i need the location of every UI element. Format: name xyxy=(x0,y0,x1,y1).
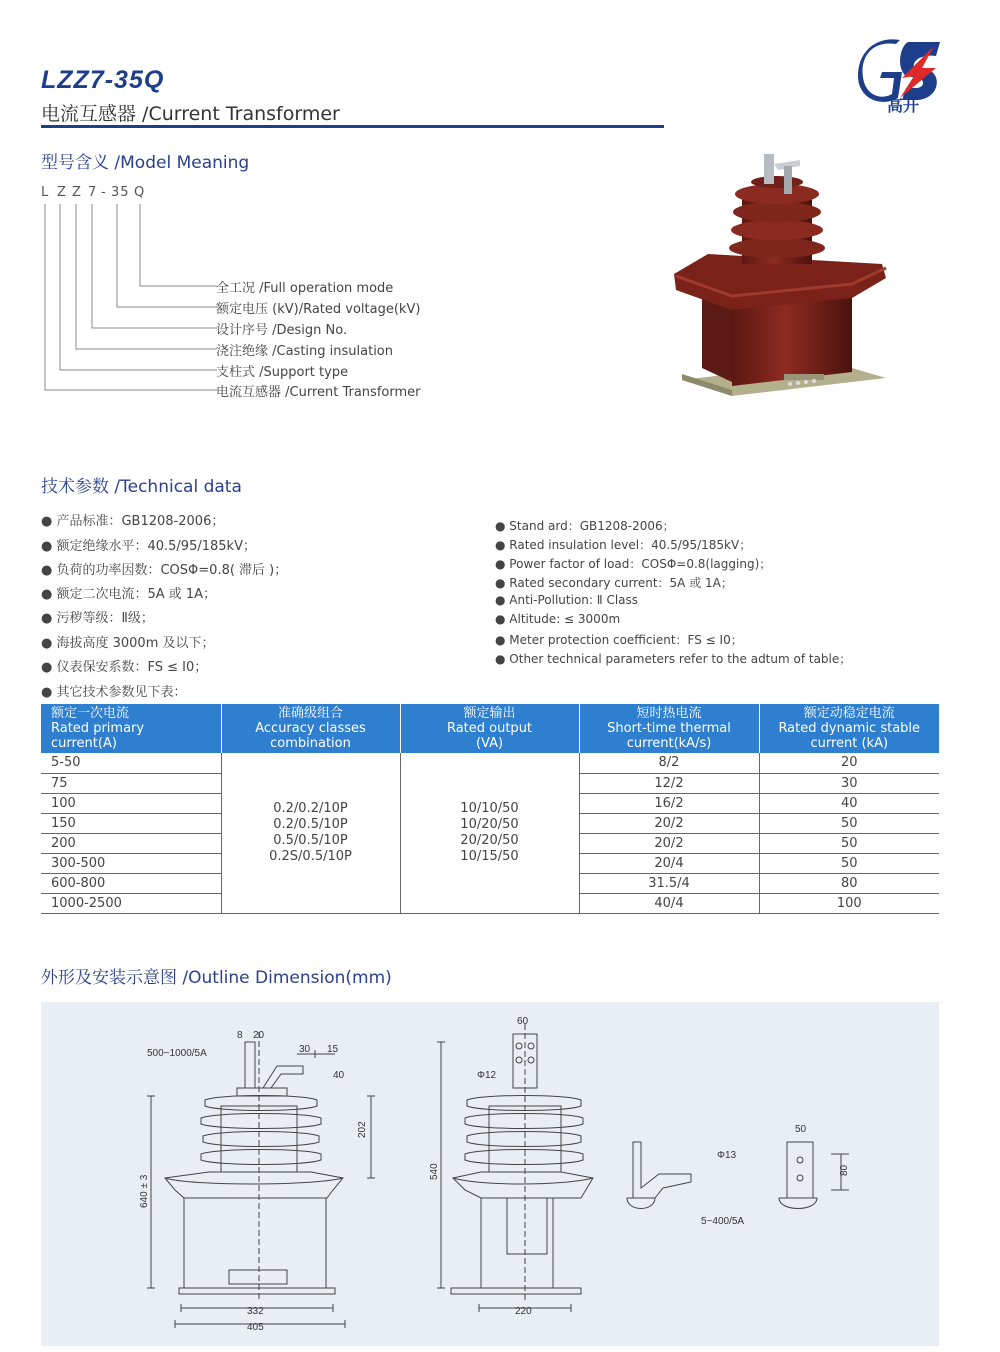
primary-current-cell: 1000-2500 xyxy=(41,893,221,913)
title-underline xyxy=(41,125,664,128)
rating-label-b: 5~400/5A xyxy=(701,1216,745,1227)
spec-text: Stand ard：GB1208-2006； xyxy=(509,519,675,533)
code-char: Q xyxy=(134,185,146,200)
column-header xyxy=(221,704,400,753)
thermal-current-cell: 8/2 xyxy=(579,753,759,773)
header-cn: 额定一次电流 xyxy=(51,706,130,721)
header-en: Rated primary xyxy=(51,721,145,736)
spec-item-cn: ● 海拔高度 3000m 及以下； xyxy=(41,636,215,651)
header-en: current(A) xyxy=(51,736,117,751)
outline-drawing-panel xyxy=(41,1002,939,1346)
spec-item-en: ● Power factor of load：COSΦ=0.8(lagging)； xyxy=(495,557,772,571)
spec-text: 负荷的功率因数：COSΦ=0.8( 滞后 )； xyxy=(56,563,288,578)
spec-text: Meter protection coefficient：FS ≤ I0； xyxy=(509,633,743,647)
spec-item-cn: ● 污秽等级：Ⅱ级； xyxy=(41,611,154,626)
spec-text: 额定绝缘水平：40.5/95/185kV； xyxy=(56,539,256,554)
spec-item-cn: ● 额定二次电流：5A 或 1A； xyxy=(41,587,217,602)
spec-item-en: ● Meter protection coefficient：FS ≤ I0； xyxy=(495,633,743,647)
dim-label: 220 xyxy=(515,1306,532,1317)
spec-item-cn: ● 产品标准：GB1208-2006； xyxy=(41,514,225,529)
dim-label: 540 xyxy=(429,1163,440,1180)
output-value: 10/15/50 xyxy=(460,848,519,864)
spec-text: 产品标准：GB1208-2006； xyxy=(56,514,225,529)
dynamic-current-cell: 80 xyxy=(759,873,939,893)
dim-label: 332 xyxy=(247,1306,264,1317)
dim-label: 30 xyxy=(299,1044,311,1055)
primary-current-cell: 300-500 xyxy=(41,853,221,873)
rated-output-cell xyxy=(400,753,579,913)
primary-current-cell: 600-800 xyxy=(41,873,221,893)
dim-label: 60 xyxy=(517,1016,529,1027)
header-en: current (kA) xyxy=(810,736,889,751)
primary-current-cell: 200 xyxy=(41,833,221,853)
accuracy-value: 0.5/0.5/10P xyxy=(273,832,348,848)
spec-text: Other technical parameters refer to the adtum of table； xyxy=(509,652,852,666)
model-meaning-leader-lines xyxy=(41,200,221,400)
output-value: 20/20/50 xyxy=(460,832,519,848)
thermal-current-cell: 31.5/4 xyxy=(579,873,759,893)
column-header xyxy=(41,704,221,753)
dim-label: 8 xyxy=(237,1030,243,1041)
dim-label: 20 xyxy=(253,1030,265,1041)
accuracy-classes-cell xyxy=(221,753,400,913)
product-photo xyxy=(672,150,890,396)
model-meaning-item: 支柱式 /Support type xyxy=(216,365,349,380)
spec-text: Anti-Pollution: Ⅱ Class xyxy=(509,593,639,607)
header-en: current(kA/s) xyxy=(626,736,712,751)
header-en: Short-time thermal xyxy=(607,721,731,736)
spec-item-cn: ● 其它技术参数见下表： xyxy=(41,685,187,700)
spec-text: 仪表保安系数：FS ≤ I0； xyxy=(56,660,208,675)
thermal-current-cell: 16/2 xyxy=(579,793,759,813)
table-header-row xyxy=(41,704,939,753)
dim-label: Φ13 xyxy=(717,1150,737,1161)
dynamic-current-cell: 40 xyxy=(759,793,939,813)
accuracy-value: 0.2S/0.5/10P xyxy=(269,848,352,864)
dimension-labels xyxy=(139,1016,850,1333)
model-meaning-item: 设计序号 /Design No. xyxy=(216,323,348,338)
technical-data-table xyxy=(41,704,939,914)
spec-item-cn: ● 负荷的功率因数：COSΦ=0.8( 滞后 )； xyxy=(41,563,288,578)
spec-item-cn: ● 额定绝缘水平：40.5/95/185kV； xyxy=(41,539,256,554)
column-header xyxy=(400,704,579,753)
dim-label: 80 xyxy=(839,1164,850,1176)
section-heading-technical-data: 技术参数 /Technical data xyxy=(41,477,242,497)
page-title: LZZ7-35Q xyxy=(41,66,165,94)
thermal-current-cell: 20/2 xyxy=(579,833,759,853)
code-char: - xyxy=(101,185,107,200)
spec-item-cn: ● 仪表保安系数：FS ≤ I0； xyxy=(41,660,208,675)
dynamic-current-cell: 50 xyxy=(759,853,939,873)
code-char: Z xyxy=(72,185,82,200)
spec-text: 额定二次电流：5A 或 1A； xyxy=(56,587,217,602)
header-en: Accuracy classes xyxy=(255,721,366,736)
rating-label-a: 500~1000/5A xyxy=(147,1048,207,1059)
thermal-current-cell: 12/2 xyxy=(579,773,759,793)
spec-text: Rated secondary current：5A 或 1A； xyxy=(509,576,733,590)
code-char: 35 xyxy=(111,185,130,200)
code-char: 7 xyxy=(88,185,98,200)
output-value: 10/20/50 xyxy=(460,816,519,832)
primary-current-cell: 75 xyxy=(41,773,221,793)
model-meaning-item: 全工况 /Full operation mode xyxy=(216,281,394,296)
spec-item-en: ● Other technical parameters refer to the adtum of table； xyxy=(495,652,852,666)
dim-label: 405 xyxy=(247,1322,264,1333)
spec-text: 污秽等级：Ⅱ级； xyxy=(56,611,154,626)
thermal-current-cell: 20/2 xyxy=(579,813,759,833)
brand-logo-text: 高开 xyxy=(887,96,920,115)
spec-item-en: ● Altitude: ≤ 3000m xyxy=(495,612,621,626)
spec-item-en: ● Anti-Pollution: Ⅱ Class xyxy=(495,593,639,607)
header-cn: 额定动稳定电流 xyxy=(803,706,895,721)
dim-label: 15 xyxy=(327,1044,339,1055)
dim-label: 202 xyxy=(357,1121,368,1138)
header-cn: 额定输出 xyxy=(463,706,516,721)
primary-current-cell: 100 xyxy=(41,793,221,813)
spec-text: Power factor of load：COSΦ=0.8(lagging)； xyxy=(509,557,772,571)
dim-label: 640 ± 3 xyxy=(139,1174,150,1208)
code-char: Z xyxy=(57,185,67,200)
header-cn: 准确级组合 xyxy=(277,706,343,721)
model-meaning-item: 额定电压 (kV)/Rated voltage(kV) xyxy=(216,302,421,317)
dynamic-current-cell: 50 xyxy=(759,833,939,853)
column-header xyxy=(759,704,939,753)
primary-current-cell: 150 xyxy=(41,813,221,833)
header-cn: 短时热电流 xyxy=(636,706,702,721)
spec-text: 其它技术参数见下表： xyxy=(56,685,187,700)
section-heading-outline-dimension: 外形及安装示意图 /Outline Dimension(mm) xyxy=(41,968,392,988)
dynamic-current-cell: 50 xyxy=(759,813,939,833)
page-subtitle: 电流互感器 /Current Transformer xyxy=(41,103,340,125)
column-header xyxy=(579,704,759,753)
model-meaning-item: 浇注绝缘 /Casting insulation xyxy=(216,344,394,359)
spec-item-en: ● Rated insulation level：40.5/95/185kV； xyxy=(495,538,752,552)
spec-text: Rated insulation level：40.5/95/185kV； xyxy=(509,538,752,552)
section-heading-model-meaning: 型号含义 /Model Meaning xyxy=(41,153,250,173)
dim-label: Φ12 xyxy=(477,1070,497,1081)
accuracy-value: 0.2/0.2/10P xyxy=(273,800,348,816)
code-char: L xyxy=(41,185,50,200)
outline-drawing xyxy=(41,1002,939,1346)
header-en: combination xyxy=(270,736,351,751)
dynamic-current-cell: 100 xyxy=(759,893,939,913)
primary-current-cell: 5-50 xyxy=(41,753,221,773)
output-value: 10/10/50 xyxy=(460,800,519,816)
model-meaning-item: 电流互感器 /Current Transformer xyxy=(216,385,421,400)
accuracy-value: 0.2/0.5/10P xyxy=(273,816,348,832)
header-en: (VA) xyxy=(475,736,504,751)
dim-label: 50 xyxy=(795,1124,807,1135)
spec-text: Altitude: ≤ 3000m xyxy=(509,612,621,626)
header-en: Rated dynamic stable xyxy=(778,721,921,736)
dynamic-current-cell: 20 xyxy=(759,753,939,773)
thermal-current-cell: 40/4 xyxy=(579,893,759,913)
dim-label: 40 xyxy=(333,1070,345,1081)
spec-text: 海拔高度 3000m 及以下； xyxy=(56,636,215,651)
dynamic-current-cell: 30 xyxy=(759,773,939,793)
spec-item-en: ● Rated secondary current：5A 或 1A； xyxy=(495,576,733,590)
table-row xyxy=(41,753,939,773)
thermal-current-cell: 20/4 xyxy=(579,853,759,873)
spec-item-en: ● Stand ard：GB1208-2006； xyxy=(495,519,675,533)
header-en: Rated output xyxy=(446,721,533,736)
